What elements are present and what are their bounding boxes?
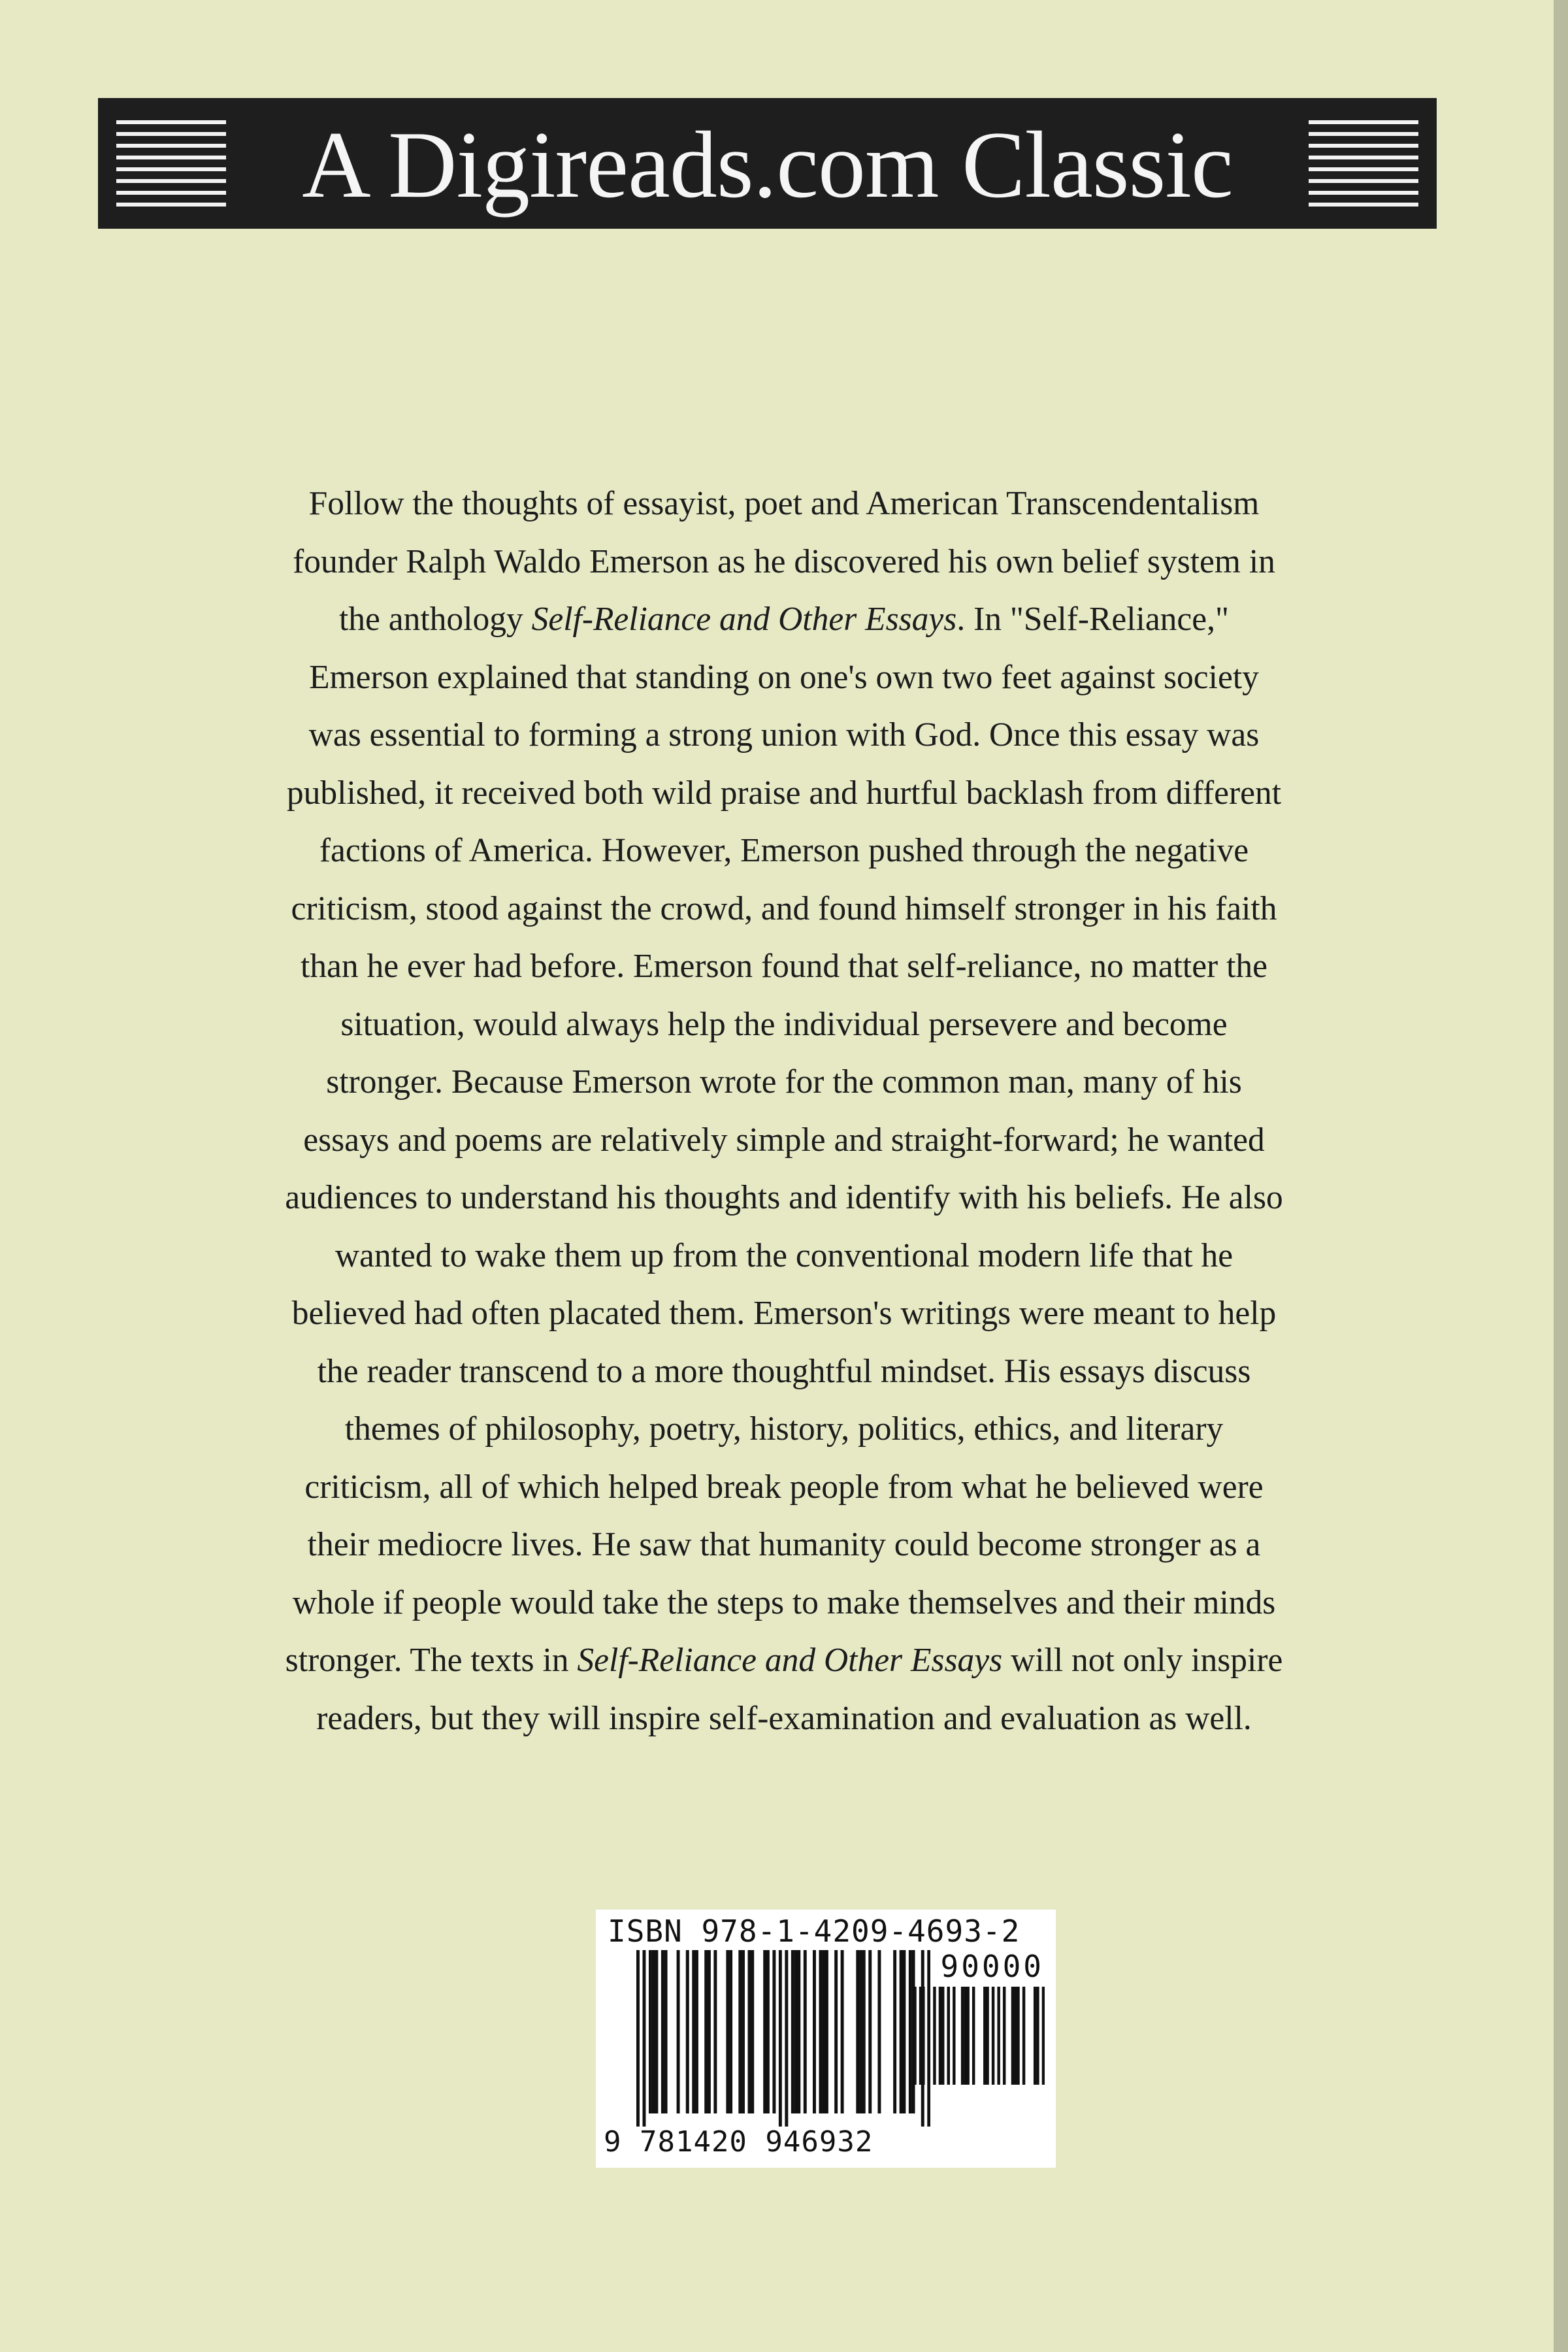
barcode-bar — [636, 1950, 640, 2127]
barcode-bar — [726, 1950, 729, 2113]
ean-barcode-bars — [636, 1950, 930, 2127]
barcode-bar — [772, 1950, 776, 2113]
addon-barcode-bar — [983, 1987, 986, 2085]
barcode-bar — [834, 1950, 838, 2113]
publisher-banner — [98, 98, 1437, 229]
blurb-line: factions of America. However, Emerson pushed through the negative — [319, 832, 1249, 869]
barcode-bar — [862, 1950, 866, 2113]
addon-barcode-bar — [992, 1987, 994, 2085]
barcode-bar — [692, 1950, 695, 2113]
blurb-text-segment: . In "Self-Reliance," — [956, 601, 1230, 638]
addon-barcode-bar — [1022, 1987, 1025, 2085]
barcode-bar — [686, 1950, 689, 2113]
barcode-bar — [794, 1950, 798, 2113]
addon-barcode-bar — [1017, 1987, 1019, 2085]
blurb-line: criticism, all of which helped break people from what he believed were — [304, 1468, 1264, 1506]
addon-barcode-bar — [1003, 1987, 1005, 2085]
blurb-line: published, it received both wild praise and hurtful backlash from different — [286, 774, 1282, 812]
barcode-bar — [695, 1950, 698, 2113]
blurb-line — [209, 1632, 1359, 1690]
addon-barcode-bar — [1034, 1987, 1036, 2085]
barcode-bar — [893, 1950, 896, 2113]
barcode-bar — [859, 1950, 862, 2113]
blurb-text-segment: stronger. The texts in — [285, 1642, 578, 1679]
blurb-line: essays and poems are relatively simple and straight-forward; he wanted — [303, 1121, 1265, 1159]
addon-barcode-bar — [986, 1987, 988, 2085]
blurb-line: situation, would always help the individual persevere and become — [340, 1005, 1228, 1043]
addon-barcode-bar — [966, 1987, 969, 2085]
blurb-line: themes of philosophy, poetry, history, politics, ethics, and literary — [344, 1410, 1224, 1448]
blurb-line: whole if people would take the steps to make themselves and their minds — [292, 1583, 1276, 1621]
isbn-label: ISBN 978-1-4209-4693-2 — [608, 1913, 1021, 1949]
addon-barcode-bar — [939, 1987, 941, 2085]
barcode-bar — [819, 1950, 822, 2113]
barcode-bar — [779, 1950, 782, 2127]
blurb-line: their mediocre lives. He saw that humanity could become stronger as a — [307, 1526, 1261, 1563]
blurb-line: Follow the thoughts of essayist, poet and American Transcendentalism — [308, 485, 1260, 522]
banner-rule-lines-right — [1309, 120, 1418, 207]
barcode-bar — [791, 1950, 794, 2113]
blurb-line: stronger. Because Emerson wrote for the common man, many of his — [326, 1063, 1242, 1101]
barcode-bar — [813, 1950, 816, 2113]
ean-digits-label: 9 781420 946932 — [604, 2125, 874, 2159]
addon-barcode-bars — [911, 1987, 1045, 2085]
addon-barcode-bar — [1042, 1987, 1045, 2085]
barcode-bar — [900, 1950, 903, 2113]
price-code-label: 90000 — [940, 1949, 1044, 1984]
blurb-line: wanted to wake them up from the conventional modern life that he — [335, 1236, 1233, 1274]
barcode-bar — [902, 1950, 906, 2113]
blurb-line: audiences to understand his thoughts and identify with his beliefs. He also — [285, 1179, 1283, 1216]
blurb-text-segment: will not only inspire — [1002, 1642, 1283, 1679]
barcode-bar — [763, 1950, 766, 2113]
barcode-bar — [649, 1950, 652, 2113]
cover-spine-edge — [1554, 0, 1568, 2352]
barcode-bar — [677, 1950, 680, 2113]
barcode-bar — [704, 1950, 708, 2113]
banner-title: A Digireads.com Classic — [302, 112, 1233, 218]
barcode-bar — [797, 1950, 800, 2113]
barcode-bar — [841, 1950, 844, 2113]
barcode-bar — [738, 1950, 742, 2113]
addon-barcode-bar — [941, 1987, 944, 2085]
addon-barcode-bar — [1014, 1987, 1017, 2085]
barcode-bar — [877, 1950, 881, 2113]
isbn-barcode — [596, 1910, 1056, 2168]
addon-barcode-bar — [933, 1987, 936, 2085]
barcode-bar — [742, 1950, 745, 2113]
barcode-bar — [655, 1950, 658, 2113]
addon-barcode-bar — [922, 1987, 924, 2085]
addon-barcode-bar — [964, 1987, 966, 2085]
barcode-bar — [804, 1950, 807, 2113]
addon-barcode-bar — [1011, 1987, 1014, 2085]
blurb-line: believed had often placated them. Emerson's writings were meant to help — [291, 1295, 1277, 1332]
barcode-bar — [766, 1950, 770, 2113]
blurb-line: Emerson explained that standing on one's own two feet against society — [309, 658, 1259, 696]
barcode-bar — [642, 1950, 645, 2127]
addon-barcode-bar — [947, 1987, 950, 2085]
back-cover-blurb — [209, 475, 1359, 1747]
blurb-line: the reader transcend to a more thoughtful mindset. His essays discuss — [317, 1352, 1251, 1390]
barcode-bar — [868, 1950, 872, 2113]
addon-barcode-bar — [919, 1987, 922, 2085]
barcode-bar — [825, 1950, 828, 2113]
blurb-line: was essential to forming a strong union with God. Once this essay was — [308, 716, 1260, 754]
addon-barcode-bar — [953, 1987, 955, 2085]
barcode-bar — [748, 1950, 751, 2113]
barcode-bar — [664, 1950, 668, 2113]
barcode-bar — [729, 1950, 732, 2113]
banner-rule-lines-left — [116, 120, 226, 207]
blurb-text-segment: the anthology — [338, 601, 532, 638]
barcode-bar — [708, 1950, 711, 2113]
blurb-line: readers, but they will inspire self-examination and evaluation as well. — [316, 1699, 1252, 1737]
addon-barcode-bar — [913, 1987, 916, 2085]
barcode-bar — [822, 1950, 825, 2113]
addon-barcode-bar — [961, 1987, 964, 2085]
addon-barcode-bar — [997, 1987, 1000, 2085]
barcode-bar — [785, 1950, 788, 2127]
barcode-bar — [713, 1950, 717, 2113]
blurb-line: founder Ralph Waldo Emerson as he discovered his own belief system in — [293, 542, 1275, 580]
addon-barcode-bar — [972, 1987, 975, 2085]
blurb-line: criticism, stood against the crowd, and found himself stronger in his faith — [291, 889, 1277, 927]
addon-barcode-bar — [1036, 1987, 1039, 2085]
blurb-line — [209, 591, 1359, 649]
barcode-bar — [751, 1950, 754, 2113]
blurb-line: than he ever had before. Emerson found that self-reliance, no matter the — [301, 948, 1267, 985]
barcode-bar — [661, 1950, 664, 2113]
book-title-italic: Self-Reliance and Other Essays — [577, 1642, 1003, 1679]
barcode-bar — [652, 1950, 655, 2113]
barcode-bar — [856, 1950, 859, 2113]
book-title-italic: Self-Reliance and Other Essays — [531, 601, 957, 638]
